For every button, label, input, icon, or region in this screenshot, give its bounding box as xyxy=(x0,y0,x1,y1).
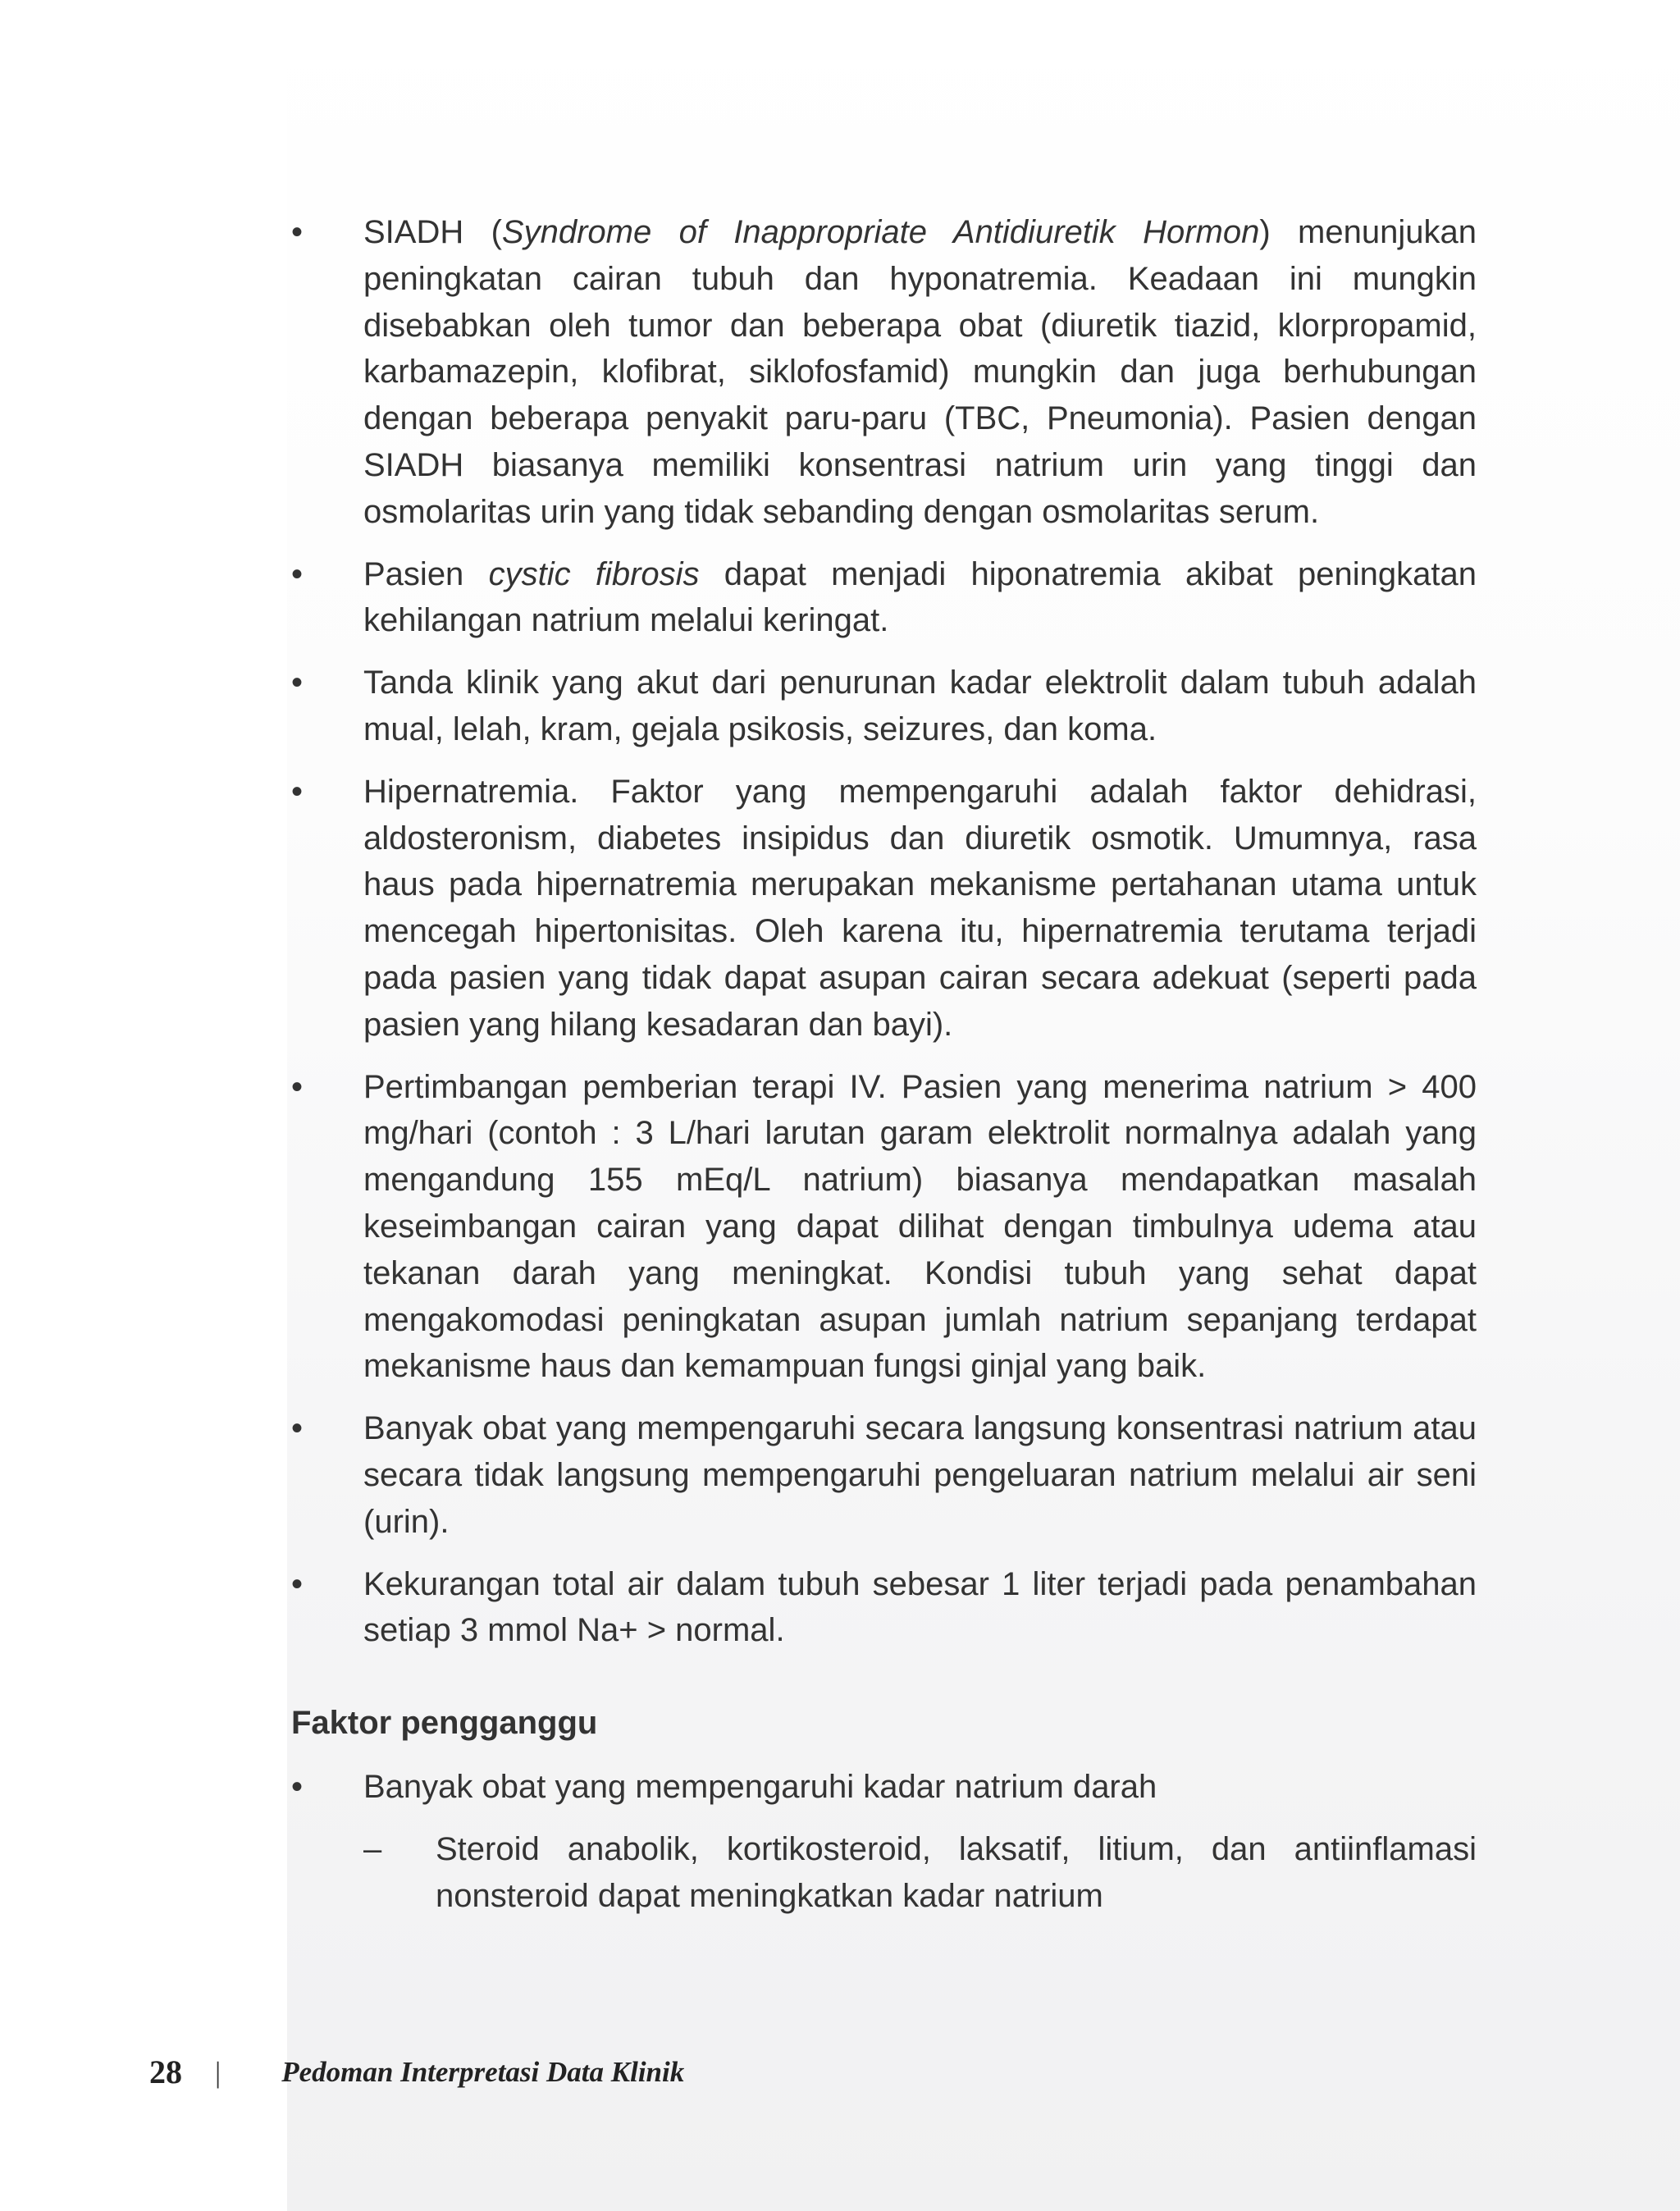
bullet-cystic-fibrosis xyxy=(291,551,1477,645)
bullet-marker: • xyxy=(291,1565,304,1602)
bullet-marker: • xyxy=(291,214,304,250)
bullet-marker: • xyxy=(291,665,304,701)
bullet-text-italic: Syndrome of Inappropriate Antidiuretik Hormon xyxy=(501,214,1260,250)
sub-item-steroid xyxy=(363,1826,1477,1920)
book-title: Pedoman Interpretasi Data Klinik xyxy=(281,2055,685,2088)
page-number: 28 xyxy=(149,2053,182,2090)
page-footer xyxy=(149,2053,684,2091)
bullet-text: Hipernatremia. Faktor yang mempengaruhi adalah faktor dehidrasi, aldosteronism, diabetes insipidus dan diuretik osmotik. Umumnya, rasa haus pada hipernatremia merupakan mekanisme pertahanan utama untuk mencegah hipertonisitas. Oleh karena itu, hipernatremia terutama terjadi pada pasien yang tidak dapat asupan cairan secara adekuat (seperti pada pasien yang hilang kesadaran dan bayi). xyxy=(363,773,1477,1043)
bullet-marker: • xyxy=(291,555,304,592)
bullet-marker: • xyxy=(291,1769,304,1806)
bullet-text-italic: cystic fibrosis xyxy=(488,555,700,592)
sub-item-text: Steroid anabolik, kortikosteroid, laksatif, litium, dan antiinflamasi nonsteroid dapat meningkatkan kadar natrium xyxy=(436,1830,1477,1914)
bullet-text: Tanda klinik yang akut dari penurunan kadar elektrolit dalam tubuh adalah mual, lelah, kram, gejala psikosis, seizures, dan koma. xyxy=(363,665,1477,747)
bullet-text: Kekurangan total air dalam tubuh sebesar 1 liter terjadi pada penambahan setiap 3 mmol Na+ > normal. xyxy=(363,1565,1477,1649)
bullet-siadh xyxy=(291,209,1477,536)
bullet-text-pre: Pasien xyxy=(363,555,489,592)
bullet-marker: • xyxy=(291,773,304,810)
bullet-text: Pertimbangan pemberian terapi IV. Pasien yang menerima natrium > 400 mg/hari (contoh : 3 L/hari larutan garam elektrolit normalnya adalah yang mengandung 155 mEq/L natrium) biasanya mendapatkan masalah keseimbangan cairan yang dapat dilihat dengan timbulnya udema atau tekanan darah yang meningkat. Kondisi tubuh yang sehat dapat mengakomodasi peningkatan asupan jumlah natrium sepanjang terdapat mekanisme haus dan kemampuan fungsi ginjal yang baik. xyxy=(363,1068,1477,1385)
bullet-hipernatremia xyxy=(291,769,1477,1048)
bullet-terapi-iv xyxy=(291,1064,1477,1391)
bullet-text-pre: SIADH ( xyxy=(363,214,502,250)
section-heading: Faktor pengganggu xyxy=(291,1705,598,1742)
bullet-obat-natrium xyxy=(291,1405,1477,1545)
bullet-marker: • xyxy=(291,1068,304,1105)
bullet-tanda-klinik xyxy=(291,660,1477,753)
bullet-kekurangan-air xyxy=(291,1561,1477,1655)
bullet-text-post: ) menunjukan peningkatan cairan tubuh dan hyponatremia. Keadaan ini mungkin disebabkan oleh tumor dan beberapa obat (diuretik tiazid, klorpropamid, karbamazepin, klofibrat, siklofosfamid) mungkin dan juga berhubungan dengan beberapa penyakit paru-paru (TBC, Pneumonia). Pasien dengan SIADH biasanya memiliki konsentrasi natrium urin yang tinggi dan osmolaritas urin yang tidak sebanding dengan osmolaritas serum. xyxy=(363,214,1477,530)
footer-separator: | xyxy=(215,2055,221,2089)
bullet-marker: • xyxy=(291,1410,304,1447)
bullet-text: Banyak obat yang mempengaruhi secara langsung konsentrasi natrium atau secara tidak langsung mempengaruhi pengeluaran natrium melalui air seni (urin). xyxy=(363,1410,1477,1540)
bullet-text-post: dapat menjadi hiponatremia akibat peningkatan kehilangan natrium melalui keringat. xyxy=(363,555,1477,639)
main-content xyxy=(291,209,1477,1935)
bullet-faktor-pengganggu xyxy=(291,1764,1477,1811)
dash-marker: – xyxy=(363,1830,382,1867)
bullet-text: Banyak obat yang mempengaruhi kadar natrium darah xyxy=(363,1769,1157,1806)
